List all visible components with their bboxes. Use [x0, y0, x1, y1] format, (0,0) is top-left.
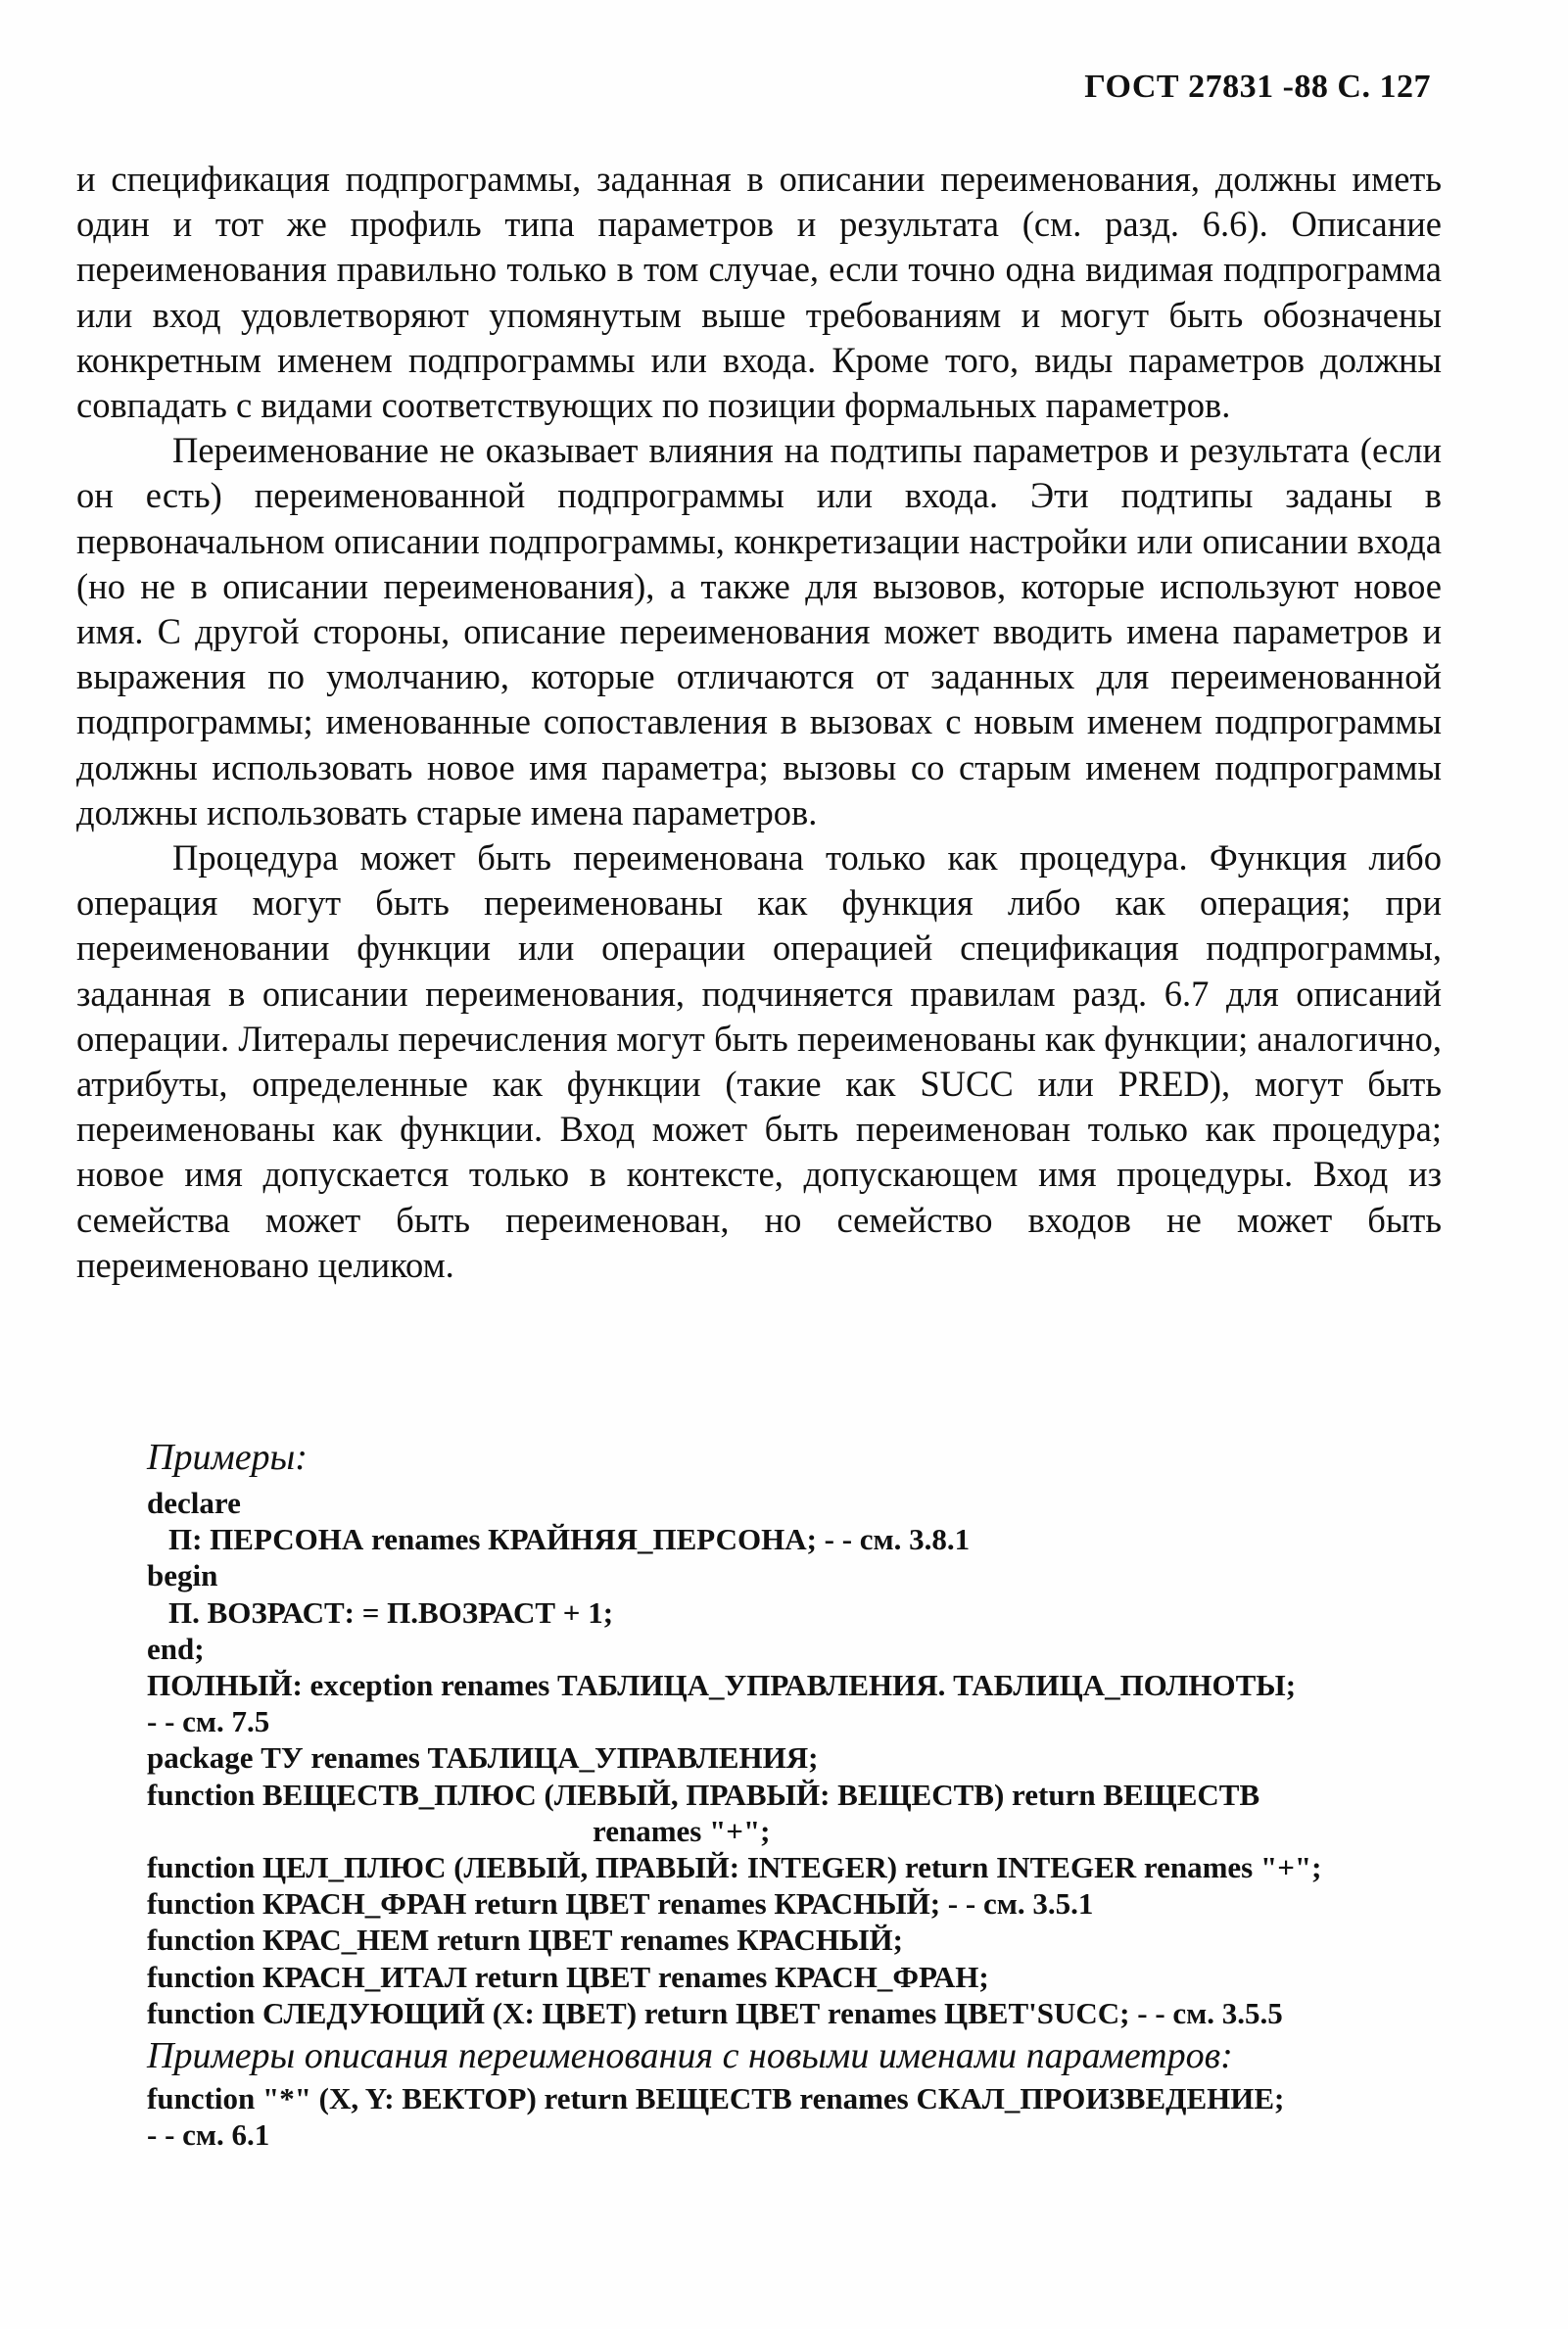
code-line: ПОЛНЫЙ: exception renames ТАБЛИЦА_УПРАВЛЕНИЯ. ТАБЛИЦА_ПОЛНОТЫ; — [147, 1668, 1297, 1703]
code-line: П: ПЕРСОНА renames КРАЙНЯЯ_ПЕРСОНА; - - см. 3.8.1 — [168, 1522, 971, 1557]
code-line: function СЛЕДУЮЩИЙ (X: ЦВЕТ) return ЦВЕТ renames ЦВЕТ'SUCC; - - см. 3.5.5 — [147, 1995, 1283, 2030]
code-line: - - см. 7.5 — [147, 1704, 270, 1739]
code-block — [147, 1485, 1449, 2031]
code-line: begin — [147, 1558, 218, 1593]
examples-title-2: Примеры описания переименования с новыми именами параметров: — [147, 2035, 1233, 2077]
code-line: function КРАСН_ИТАЛ return ЦВЕТ renames КРАСН_ФРАН; — [147, 1959, 989, 1994]
code-line: П. ВОЗРАСТ: = П.ВОЗРАСТ + 1; — [168, 1594, 614, 1630]
body-text — [76, 157, 1442, 1288]
code-line: function ВЕЩЕСТВ_ПЛЮС (ЛЕВЫЙ, ПРАВЫЙ: ВЕЩЕСТВ) return ВЕЩЕСТВ — [147, 1777, 1260, 1812]
paragraph-1: и спецификация подпрограммы, заданная в описании переименования, должны иметь один и тот же профиль типа параметров и результата (см. разд. 6.6). Описание переименования правильно только в том случае, если точно одна видимая подпрограмма или вход удовлетворяют упомянутым выше требованиям и могут быть обозначены конкретным именем подпрограммы или входа. Кроме того, виды параметров должны совпадать с видами соответствующих по позиции формальных параметров. — [76, 159, 1442, 426]
paragraph-3: Процедура может быть переименована только как процедура. Функция либо операция могут быть переименованы как функция либо как операция; при переименовании функции или операции операцией спецификация подпрограммы, заданная в описании переименования, подчиняется правилам разд. 6.7 для описаний операции. Литералы перечисления могут быть переименованы как функции; аналогично, атрибуты, определенные как функции (такие как SUCC или PRED), могут быть переименованы как функции. Вход может быть переименован только как процедура; новое имя допускается только в контексте, допускающем имя процедуры. Вход из семейства может быть переименован, но семейство входов не может быть переименовано целиком. — [76, 837, 1442, 1285]
code-line: - - см. 6.1 — [147, 2117, 270, 2153]
code-block-2 — [147, 2080, 1449, 2153]
code-line: function КРАСН_ФРАН return ЦВЕТ renames КРАСНЫЙ; - - см. 3.5.1 — [147, 1886, 1094, 1922]
page-header: ГОСТ 27831 -88 С. 127 — [1084, 69, 1431, 105]
code-line: package ТУ renames ТАБЛИЦА_УПРАВЛЕНИЯ; — [147, 1740, 819, 1776]
examples-title: Примеры: — [147, 1437, 308, 1478]
code-line: declare — [147, 1486, 241, 1520]
code-line: function "*" (X, Y: ВЕКТОР) return ВЕЩЕСТВ renames СКАЛ_ПРОИЗВЕДЕНИЕ; — [147, 2081, 1285, 2116]
code-line: renames "+"; — [593, 1813, 771, 1848]
code-line: function КРАС_НЕМ return ЦВЕТ renames КРАСНЫЙ; — [147, 1923, 903, 1958]
paragraph-2: Переименование не оказывает влияния на подтипы параметров и результата (если он есть) переименованной подпрограммы или входа. Эти подтипы заданы в первоначальном описании подпрограммы, конкретизации настройки или описании входа (но не в описании переименования), а также для вызовов, которые используют новое имя. С другой стороны, описание переименования может вводить имена параметров и выражения по умолчанию, которые отличаются от заданных для переименованной подпрограммы; именованные сопоставления в вызовах с новым именем подпрограммы должны использовать новое имя параметра; вызовы со старым именем подпрограммы должны использовать старые имена параметров. — [76, 430, 1442, 832]
code-line: function ЦЕЛ_ПЛЮС (ЛЕВЫЙ, ПРАВЫЙ: INTEGER) return INTEGER renames "+"; — [147, 1850, 1322, 1885]
code-line: end; — [147, 1631, 205, 1666]
examples-section — [147, 1430, 1449, 2153]
